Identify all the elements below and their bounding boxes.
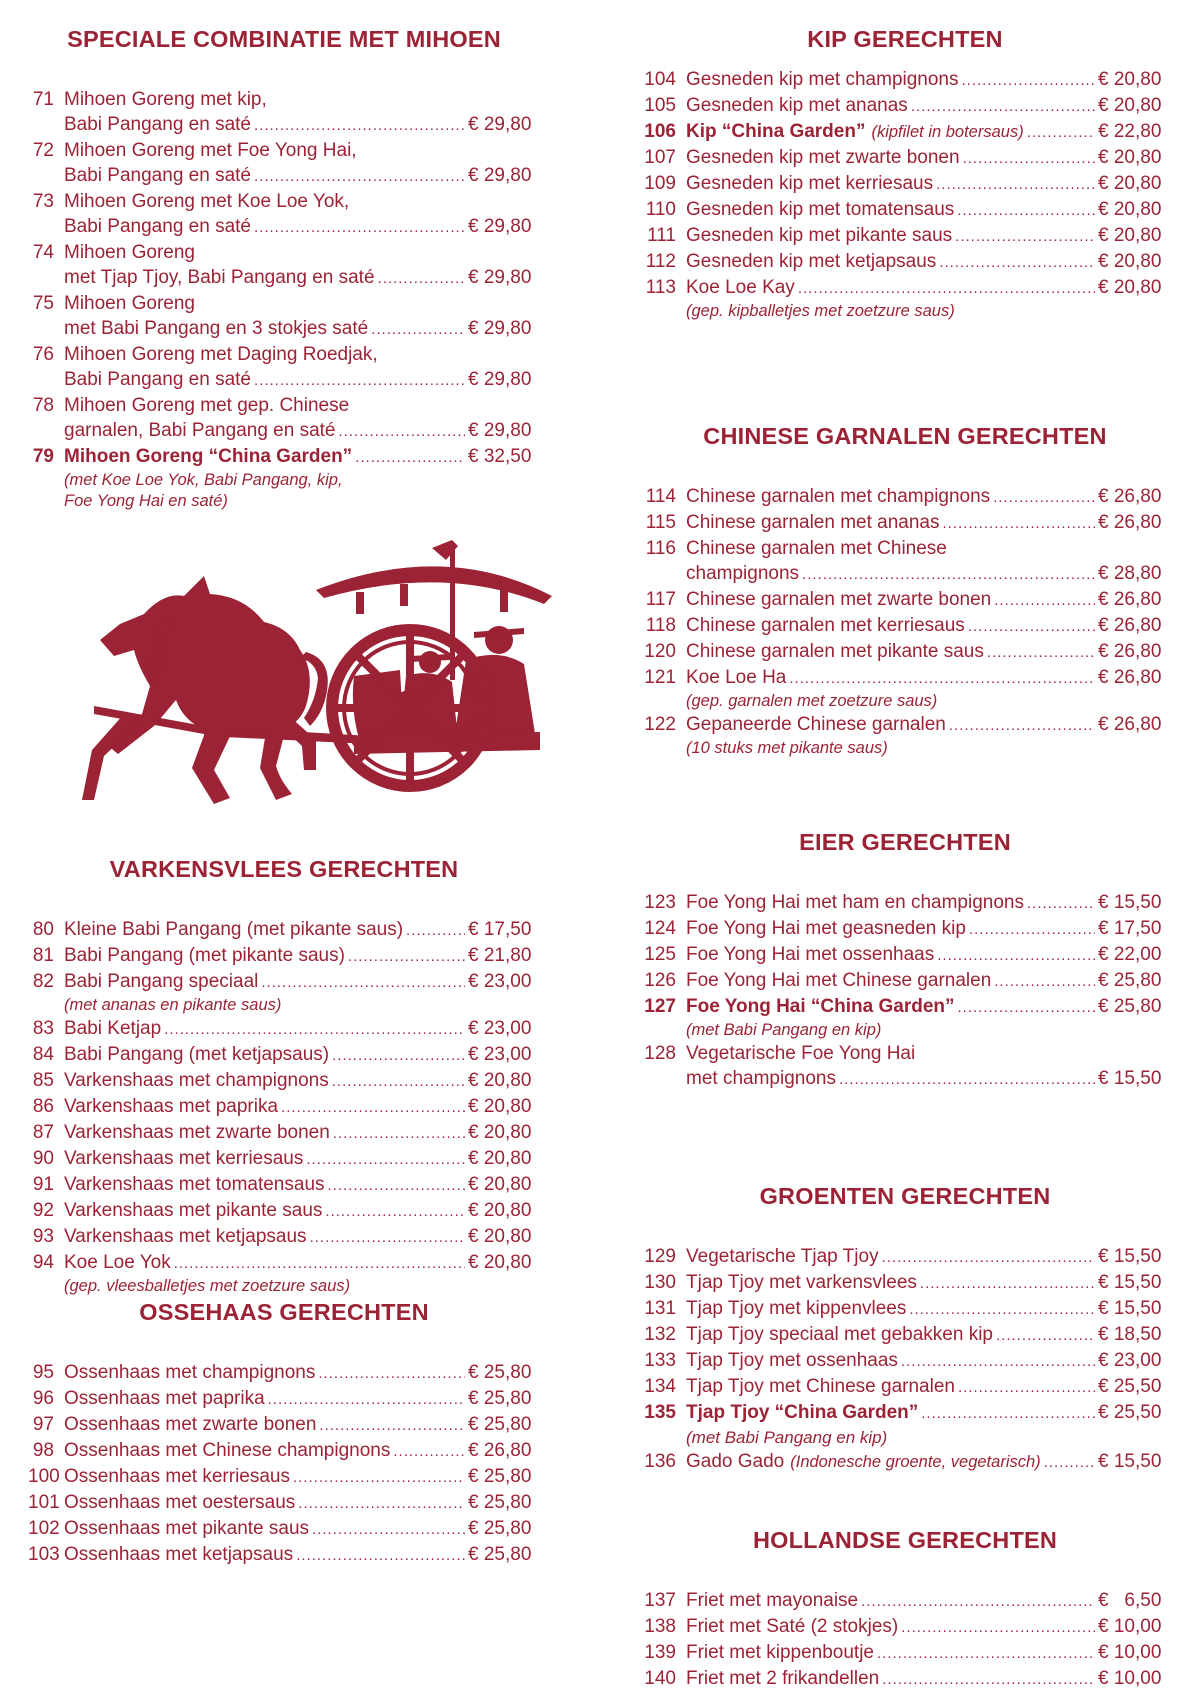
item-name: Mihoen Goreng met Foe Yong Hai, xyxy=(64,140,357,161)
item-number: 83 xyxy=(32,1018,54,1039)
item-name: Varkenshaas met paprika xyxy=(64,1096,279,1117)
item-note: Foe Yong Hai en saté) xyxy=(64,492,228,510)
item-name: Friet met kippenboutje xyxy=(686,1642,874,1663)
item-price: € 23,00 xyxy=(468,1044,532,1065)
item-number: 123 xyxy=(644,892,676,913)
item-number: 72 xyxy=(32,140,54,161)
menu-item xyxy=(640,67,1170,93)
menu-item xyxy=(28,1542,540,1568)
item-price: € 29,80 xyxy=(468,369,532,390)
item-price: € 28,80 xyxy=(1098,563,1162,584)
item-number: 103 xyxy=(28,1544,60,1565)
item-note: (Indonesche groente, vegetarisch) xyxy=(790,1453,1041,1471)
item-number: 134 xyxy=(644,1376,676,1397)
item-name: Ossenhaas met ketjapsaus xyxy=(64,1544,294,1565)
item-name: Babi Ketjap xyxy=(64,1018,162,1039)
item-number: 101 xyxy=(28,1492,60,1513)
item-price: € 25,80 xyxy=(1098,996,1162,1017)
item-number: 110 xyxy=(645,199,676,220)
item-price: € 23,00 xyxy=(468,971,532,992)
item-price: € 23,00 xyxy=(1098,1350,1162,1371)
menu-item xyxy=(640,1449,1170,1475)
item-name: Babi Pangang en saté xyxy=(64,114,251,135)
item-price: € 18,50 xyxy=(1098,1324,1162,1345)
item-price: € 25,80 xyxy=(468,1362,532,1383)
item-price: € 20,80 xyxy=(468,1226,532,1247)
item-name: Mihoen Goreng xyxy=(64,293,195,314)
item-number: 109 xyxy=(644,173,676,194)
item-name: Chinese garnalen met kerriesaus xyxy=(686,615,965,636)
item-number: 71 xyxy=(32,89,54,110)
item-price: € 25,80 xyxy=(468,1518,532,1539)
item-name: Chinese garnalen met ananas xyxy=(686,512,940,533)
item-name: Babi Pangang en saté xyxy=(64,216,251,237)
menu-item xyxy=(640,1270,1170,1296)
item-number: 127 xyxy=(644,996,676,1017)
item-name: Mihoen Goreng met Koe Loe Yok, xyxy=(64,191,350,212)
item-price: € 25,80 xyxy=(468,1466,532,1487)
item-number: 121 xyxy=(644,667,676,688)
menu-item xyxy=(640,994,1170,1041)
item-number: 95 xyxy=(32,1362,54,1383)
item-name: Gesneden kip met kerriesaus xyxy=(686,173,934,194)
item-note: (met Koe Loe Yok, Babi Pangang, kip, xyxy=(64,471,343,489)
item-name: Babi Pangang (met pikante saus) xyxy=(64,945,345,966)
item-number: 115 xyxy=(645,512,676,533)
item-number: 86 xyxy=(32,1096,54,1117)
item-note: (10 stuks met pikante saus) xyxy=(686,739,888,757)
item-price: € 29,80 xyxy=(468,420,532,441)
item-name: Chinese garnalen met pikante saus xyxy=(686,641,984,662)
item-price: € 25,50 xyxy=(1098,1376,1162,1397)
section-title: KIP GERECHTEN xyxy=(807,26,1003,52)
menu-item xyxy=(640,119,1170,145)
menu-item xyxy=(28,138,540,189)
item-name: Gesneden kip met pikante saus xyxy=(686,225,953,246)
item-price: € 29,80 xyxy=(468,114,532,135)
item-price: € 20,80 xyxy=(1098,277,1162,298)
item-price: € 10,00 xyxy=(1098,1616,1162,1637)
item-number: 136 xyxy=(644,1451,676,1472)
menu-item xyxy=(28,1224,540,1250)
item-name: Ossenhaas met kerriesaus xyxy=(64,1466,290,1487)
item-name: Gesneden kip met ketjapsaus xyxy=(686,251,937,272)
item-name: Kip “China Garden” xyxy=(686,121,866,142)
menu-item xyxy=(28,1516,540,1542)
menu-item xyxy=(640,1588,1170,1614)
item-number: 111 xyxy=(647,225,676,246)
item-number: 120 xyxy=(644,641,676,662)
menu-item xyxy=(640,665,1170,712)
section-hollandse xyxy=(640,1526,1170,1692)
item-price: € 20,80 xyxy=(468,1148,532,1169)
section-title: VARKENSVLEES GERECHTEN xyxy=(109,856,459,882)
menu-item xyxy=(640,275,1170,322)
menu-item xyxy=(640,249,1170,275)
menu-item xyxy=(640,1666,1170,1692)
item-name: Friet met mayonaise xyxy=(686,1590,859,1611)
menu-item xyxy=(640,1296,1170,1322)
item-price: € 20,80 xyxy=(468,1122,532,1143)
item-number: 132 xyxy=(644,1324,676,1345)
menu-item xyxy=(28,1438,540,1464)
menu-item xyxy=(28,969,540,1016)
item-price: € 20,80 xyxy=(468,1070,532,1091)
item-number: 131 xyxy=(644,1298,676,1319)
menu-item xyxy=(640,1640,1170,1666)
item-price: € 26,80 xyxy=(1098,615,1162,636)
section-garnalen xyxy=(640,422,1170,759)
item-price: € 29,80 xyxy=(468,267,532,288)
menu-item xyxy=(640,145,1170,171)
item-name: Vegetarische Tjap Tjoy xyxy=(686,1246,879,1267)
section-groenten xyxy=(640,1182,1170,1475)
item-price: € 25,80 xyxy=(1098,970,1162,991)
item-name: met champignons xyxy=(686,1068,836,1089)
menu-item xyxy=(28,1172,540,1198)
item-price: € 20,80 xyxy=(468,1200,532,1221)
item-number: 130 xyxy=(644,1272,676,1293)
item-name: champignons xyxy=(686,563,800,584)
menu-item xyxy=(640,587,1170,613)
item-number: 138 xyxy=(644,1616,676,1637)
item-price: € 20,80 xyxy=(468,1096,532,1117)
item-price: € 26,80 xyxy=(1098,714,1162,735)
menu-item xyxy=(28,1464,540,1490)
item-name: Koe Loe Kay xyxy=(686,277,795,298)
menu-item xyxy=(28,1360,540,1386)
section-title: HOLLANDSE GERECHTEN xyxy=(752,1527,1058,1553)
item-name: Gepaneerde Chinese garnalen xyxy=(686,714,946,735)
item-price: € 29,80 xyxy=(468,318,532,339)
item-price: € 26,80 xyxy=(1098,512,1162,533)
item-price: € 17,50 xyxy=(1098,918,1162,939)
item-price: € 20,80 xyxy=(1098,147,1162,168)
menu-item xyxy=(28,291,540,342)
item-price: € 23,00 xyxy=(468,1018,532,1039)
item-number: 128 xyxy=(644,1043,676,1064)
item-number: 74 xyxy=(32,242,54,263)
item-name: Chinese garnalen met Chinese xyxy=(686,538,947,559)
item-price: € 26,80 xyxy=(1098,486,1162,507)
item-number: 106 xyxy=(644,121,676,142)
item-price: € 20,80 xyxy=(1098,251,1162,272)
item-price: € 29,80 xyxy=(468,216,532,237)
item-price: € 26,80 xyxy=(1098,641,1162,662)
item-name: Mihoen Goreng met gep. Chinese xyxy=(64,395,350,416)
item-price: € 15,50 xyxy=(1098,1272,1162,1293)
item-name: Varkenshaas met ketjapsaus xyxy=(64,1226,307,1247)
item-name: Gesneden kip met champignons xyxy=(686,69,959,90)
item-price: € 25,80 xyxy=(468,1544,532,1565)
horse-carriage-icon xyxy=(54,500,554,805)
item-number: 107 xyxy=(644,147,676,168)
item-price: € 25,80 xyxy=(468,1414,532,1435)
item-price: € 22,00 xyxy=(1098,944,1162,965)
item-number: 118 xyxy=(645,615,676,636)
item-number: 76 xyxy=(32,344,54,365)
item-number: 75 xyxy=(32,293,54,314)
item-number: 90 xyxy=(32,1148,54,1169)
item-note: (gep. vleesballetjes met zoetzure saus) xyxy=(64,1277,351,1295)
item-price: € 20,80 xyxy=(1098,225,1162,246)
item-name: Babi Pangang en saté xyxy=(64,369,251,390)
item-price: € 21,80 xyxy=(468,945,532,966)
menu-item xyxy=(28,1120,540,1146)
item-name: Mihoen Goreng met Daging Roedjak, xyxy=(64,344,378,365)
item-number: 79 xyxy=(32,446,54,467)
menu-item xyxy=(640,484,1170,510)
item-price: € 15,50 xyxy=(1098,1068,1162,1089)
item-name: Friet met Saté (2 stokjes) xyxy=(686,1616,899,1637)
item-price: € 25,80 xyxy=(468,1492,532,1513)
item-price: € 20,80 xyxy=(1098,199,1162,220)
item-name: Ossenhaas met paprika xyxy=(64,1388,265,1409)
item-price: € 29,80 xyxy=(468,165,532,186)
item-name: Tjap Tjoy met varkensvlees xyxy=(686,1272,917,1293)
menu-item xyxy=(640,916,1170,942)
item-number: 80 xyxy=(32,919,54,940)
item-number: 82 xyxy=(32,971,54,992)
item-price: € 20,80 xyxy=(468,1174,532,1195)
item-number: 78 xyxy=(32,395,54,416)
item-name: met Babi Pangang en 3 stokjes saté xyxy=(64,318,369,339)
item-name: Tjap Tjoy met ossenhaas xyxy=(686,1350,898,1371)
menu-item xyxy=(640,1400,1170,1449)
menu-item xyxy=(640,1322,1170,1348)
menu-item xyxy=(28,943,540,969)
item-price: € 26,80 xyxy=(468,1440,532,1461)
item-name: Babi Pangang speciaal xyxy=(64,971,259,992)
item-name: Foe Yong Hai “China Garden” xyxy=(686,996,955,1017)
section-speciale xyxy=(28,25,540,512)
menu-item xyxy=(28,1386,540,1412)
item-number: 114 xyxy=(645,486,676,507)
item-price: € 32,50 xyxy=(468,446,532,467)
item-number: 135 xyxy=(644,1402,676,1423)
item-number: 105 xyxy=(644,95,676,116)
item-number: 93 xyxy=(32,1226,54,1247)
item-note: (met ananas en pikante saus) xyxy=(64,996,282,1014)
item-name: Mihoen Goreng “China Garden” xyxy=(64,446,353,467)
menu-item xyxy=(640,171,1170,197)
item-name: Babi Pangang en saté xyxy=(64,165,251,186)
item-number: 124 xyxy=(644,918,676,939)
menu-item xyxy=(640,639,1170,665)
item-number: 137 xyxy=(644,1590,676,1611)
item-number: 94 xyxy=(32,1252,54,1273)
item-name: Foe Yong Hai met ham en champignons xyxy=(686,892,1024,913)
item-number: 98 xyxy=(32,1440,54,1461)
menu-item xyxy=(28,342,540,393)
item-name: Koe Loe Yok xyxy=(64,1252,171,1273)
item-name: Vegetarische Foe Yong Hai xyxy=(686,1043,916,1064)
menu-item xyxy=(640,197,1170,223)
item-name: Mihoen Goreng xyxy=(64,242,195,263)
item-name: Kleine Babi Pangang (met pikante saus) xyxy=(64,919,404,940)
item-number: 125 xyxy=(644,944,676,965)
menu-item xyxy=(640,942,1170,968)
menu-item xyxy=(28,1094,540,1120)
item-name: Ossenhaas met Chinese champignons xyxy=(64,1440,391,1461)
menu-item xyxy=(28,189,540,240)
item-number: 84 xyxy=(32,1044,54,1065)
item-number: 129 xyxy=(644,1246,676,1267)
item-number: 102 xyxy=(28,1518,60,1539)
item-note: (met Babi Pangang en kip) xyxy=(686,1021,882,1039)
section-title: EIER GERECHTEN xyxy=(799,829,1011,855)
item-number: 85 xyxy=(32,1070,54,1091)
menu-item xyxy=(640,223,1170,249)
item-name: Varkenshaas met champignons xyxy=(64,1070,329,1091)
item-name: Tjap Tjoy met Chinese garnalen xyxy=(686,1376,955,1397)
item-name: Foe Yong Hai met Chinese garnalen xyxy=(686,970,992,991)
section-eier xyxy=(640,828,1170,1092)
item-price: € 25,80 xyxy=(468,1388,532,1409)
item-price: € 26,80 xyxy=(1098,589,1162,610)
item-number: 140 xyxy=(644,1668,676,1689)
item-name: Varkenshaas met zwarte bonen xyxy=(64,1122,330,1143)
menu-item xyxy=(28,393,540,444)
menu-item xyxy=(640,1244,1170,1270)
item-number: 91 xyxy=(32,1174,54,1195)
item-price: € 20,80 xyxy=(1098,95,1162,116)
menu-item xyxy=(640,890,1170,916)
menu-item xyxy=(640,968,1170,994)
item-number: 92 xyxy=(32,1200,54,1221)
menu-item xyxy=(28,240,540,291)
item-name: Foe Yong Hai met ossenhaas xyxy=(686,944,935,965)
item-number: 139 xyxy=(644,1642,676,1663)
item-name: garnalen, Babi Pangang en saté xyxy=(64,420,336,441)
item-name: Mihoen Goreng met kip, xyxy=(64,89,267,110)
menu-item xyxy=(28,1146,540,1172)
section-title: GROENTEN GERECHTEN xyxy=(759,1183,1051,1209)
item-note: (gep. kipballetjes met zoetzure saus) xyxy=(686,302,955,320)
section-kip xyxy=(640,25,1170,322)
menu-item xyxy=(640,510,1170,536)
item-price: € 25,50 xyxy=(1098,1402,1162,1423)
menu-item xyxy=(640,536,1170,587)
section-varkensvlees xyxy=(28,855,540,1297)
item-number: 100 xyxy=(28,1466,60,1487)
item-name: Foe Yong Hai met geasneden kip xyxy=(686,918,966,939)
item-name: Friet met 2 frikandellen xyxy=(686,1668,880,1689)
section-title: OSSEHAAS GERECHTEN xyxy=(139,1299,429,1325)
menu-item xyxy=(28,1042,540,1068)
item-number: 126 xyxy=(644,970,676,991)
item-price: € 20,80 xyxy=(1098,173,1162,194)
menu-item xyxy=(28,1016,540,1042)
item-number: 104 xyxy=(644,69,676,90)
item-name: Chinese garnalen met zwarte bonen xyxy=(686,589,992,610)
item-number: 117 xyxy=(645,589,676,610)
item-price: € 15,50 xyxy=(1098,1298,1162,1319)
item-name: Varkenshaas met pikante saus xyxy=(64,1200,323,1221)
item-price: € 20,80 xyxy=(468,1252,532,1273)
item-number: 97 xyxy=(32,1414,54,1435)
menu-item xyxy=(28,1198,540,1224)
item-price: € 26,80 xyxy=(1098,667,1162,688)
menu-item xyxy=(640,1041,1170,1092)
item-note: (gep. garnalen met zoetzure saus) xyxy=(686,692,938,710)
menu-item xyxy=(640,1614,1170,1640)
item-name: Tjap Tjoy “China Garden” xyxy=(686,1402,919,1423)
menu-item xyxy=(640,1374,1170,1400)
item-number: 81 xyxy=(32,945,54,966)
menu-item xyxy=(640,1348,1170,1374)
item-price: € 20,80 xyxy=(1098,69,1162,90)
item-note: (kipfilet in botersaus) xyxy=(871,123,1024,141)
item-number: 73 xyxy=(32,191,54,212)
item-number: 116 xyxy=(645,538,676,559)
item-name: Gesneden kip met ananas xyxy=(686,95,908,116)
menu-item xyxy=(28,1250,540,1297)
item-name: Ossenhaas met oestersaus xyxy=(64,1492,296,1513)
item-name: Tjap Tjoy speciaal met gebakken kip xyxy=(686,1324,993,1345)
menu-item xyxy=(28,87,540,138)
item-name: Ossenhaas met zwarte bonen xyxy=(64,1414,317,1435)
item-note: (met Babi Pangang en kip) xyxy=(686,1428,888,1447)
item-name: Gado Gado xyxy=(686,1451,785,1472)
item-price: € 10,00 xyxy=(1098,1642,1162,1663)
item-name: Ossenhaas met pikante saus xyxy=(64,1518,310,1539)
item-price: € 6,50 xyxy=(1098,1590,1162,1611)
menu-item xyxy=(28,1068,540,1094)
item-number: 87 xyxy=(32,1122,54,1143)
menu-item xyxy=(28,917,540,943)
item-name: Ossenhaas met champignons xyxy=(64,1362,316,1383)
section-ossehaas xyxy=(28,1298,540,1568)
item-name: Babi Pangang (met ketjapsaus) xyxy=(64,1044,330,1065)
item-number: 113 xyxy=(645,277,676,298)
item-number: 96 xyxy=(32,1388,54,1409)
section-title: SPECIALE COMBINATIE MET MIHOEN xyxy=(67,26,501,52)
item-name: Koe Loe Ha xyxy=(686,667,787,688)
item-name: Varkenshaas met tomatensaus xyxy=(64,1174,325,1195)
item-number: 133 xyxy=(644,1350,676,1371)
menu-item xyxy=(28,1490,540,1516)
item-price: € 15,50 xyxy=(1098,1246,1162,1267)
item-number: 122 xyxy=(644,714,676,735)
item-name: Gesneden kip met zwarte bonen xyxy=(686,147,960,168)
item-price: € 10,00 xyxy=(1098,1668,1162,1689)
item-name: met Tjap Tjoy, Babi Pangang en saté xyxy=(64,267,375,288)
menu-item xyxy=(640,93,1170,119)
item-number: 112 xyxy=(645,251,676,272)
item-name: Tjap Tjoy met kippenvlees xyxy=(686,1298,907,1319)
item-name: Varkenshaas met kerriesaus xyxy=(64,1148,304,1169)
item-name: Chinese garnalen met champignons xyxy=(686,486,991,507)
menu-item xyxy=(640,712,1170,759)
menu-item xyxy=(28,1412,540,1438)
item-price: € 15,50 xyxy=(1098,1451,1162,1472)
item-price: € 15,50 xyxy=(1098,892,1162,913)
section-title: CHINESE GARNALEN GERECHTEN xyxy=(703,423,1107,449)
item-name: Gesneden kip met tomatensaus xyxy=(686,199,955,220)
item-price: € 22,80 xyxy=(1098,121,1162,142)
item-price: € 17,50 xyxy=(468,919,532,940)
menu-item xyxy=(640,613,1170,639)
